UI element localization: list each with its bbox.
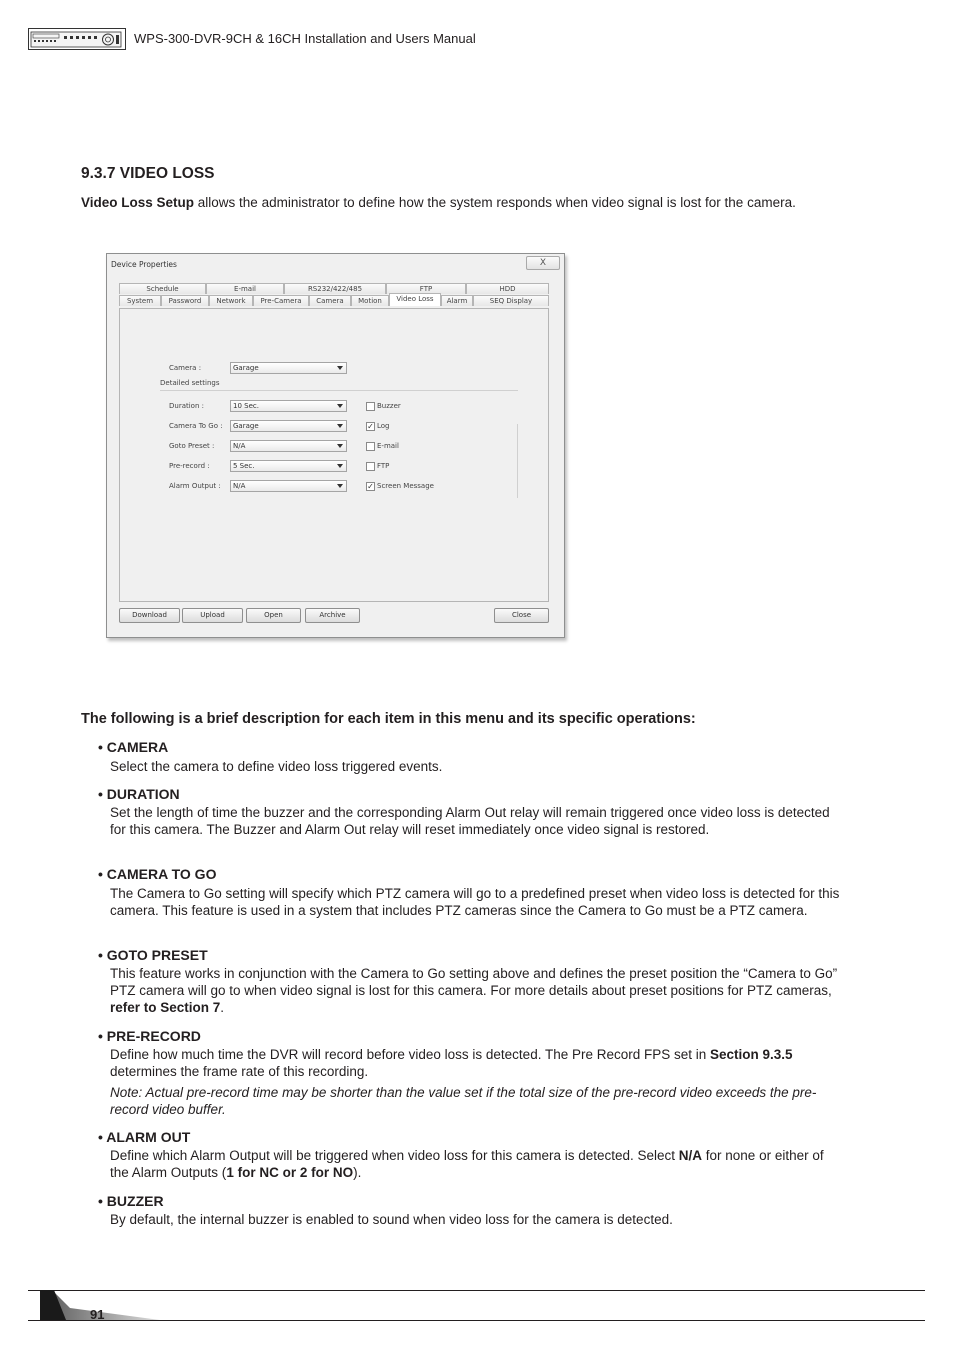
detailed-settings-label: Detailed settings	[160, 379, 220, 387]
close-button[interactable]: Close	[494, 608, 549, 623]
duration-select[interactable]	[230, 400, 347, 412]
duration-item-title: • DURATION	[98, 786, 180, 802]
download-button[interactable]: Download	[119, 608, 180, 623]
close-icon[interactable]: X	[526, 256, 560, 270]
device-properties-dialog	[106, 253, 565, 638]
email-checkbox-label: E-mail	[377, 442, 399, 450]
footer-top-rule	[28, 1290, 925, 1291]
alarm-out-item-title: • ALARM OUT	[98, 1129, 191, 1145]
tab-motion[interactable]: Motion	[351, 295, 389, 306]
alarm-out-item-text	[110, 1147, 845, 1181]
tab-seq-display[interactable]: SEQ Display	[473, 295, 549, 306]
tab-email[interactable]: E-mail	[206, 283, 284, 294]
chevron-down-icon	[337, 444, 343, 448]
log-checkbox[interactable]: ✓	[367, 422, 374, 431]
section-title: 9.3.7 VIDEO LOSS	[81, 165, 215, 182]
pre-record-note	[110, 1084, 845, 1118]
chevron-down-icon	[337, 424, 343, 428]
tab-camera[interactable]: Camera	[309, 295, 351, 306]
goto-preset-label: Goto Preset :	[169, 442, 215, 450]
tab-hdd[interactable]: HDD	[466, 283, 549, 294]
camera-item-title: • CAMERA	[98, 739, 169, 755]
tab-password[interactable]: Password	[161, 295, 209, 306]
camera-to-go-select-value: Garage	[233, 422, 259, 430]
tab-rs232[interactable]: RS232/422/485	[284, 283, 386, 294]
pre-record-section-ref: Section 9.3.5	[710, 1047, 793, 1062]
camera-to-go-item-text: The Camera to Go setting will specify which PTZ camera will go to a predefined preset when video loss is detected for this camera. This feature is used in a system that includes PTZ cameras since the Camera to Go must be a PTZ camera.	[110, 886, 840, 918]
alarm-output-select-value: N/A	[233, 482, 246, 490]
section-intro	[81, 194, 801, 211]
log-checkbox-label: Log	[377, 422, 390, 430]
buzzer-item-title: • BUZZER	[98, 1193, 164, 1209]
tab-schedule[interactable]: Schedule	[119, 283, 206, 294]
camera-select[interactable]	[230, 362, 347, 374]
goto-preset-end: .	[220, 1000, 225, 1015]
tab-alarm[interactable]: Alarm	[441, 295, 473, 306]
goto-preset-item-title: • GOTO PRESET	[98, 947, 208, 963]
page-number: 91	[90, 1307, 105, 1322]
group-right-edge	[517, 424, 518, 498]
pre-record-item-title: • PRE-RECORD	[98, 1028, 201, 1044]
duration-item-text: Set the length of time the buzzer and the corresponding Alarm Out relay will remain triggered once video loss is detected for this camera. The Buzzer and Alarm Out relay will reset immediately once video signal is restored.	[110, 805, 830, 837]
archive-button[interactable]: Archive	[305, 608, 360, 623]
pre-record-label: Pre-record :	[169, 462, 210, 470]
chevron-down-icon	[337, 484, 343, 488]
description-heading: The following is a brief description for each item in this menu and its specific operations:	[81, 711, 696, 727]
chevron-down-icon	[337, 404, 343, 408]
group-divider	[160, 390, 518, 391]
manual-title: WPS-300-DVR-9CH & 16CH Installation and Users Manual	[134, 31, 476, 46]
alarm-output-label: Alarm Output :	[169, 482, 221, 490]
camera-label: Camera :	[169, 364, 202, 372]
video-loss-panel	[119, 308, 549, 602]
pre-record-select[interactable]	[230, 460, 347, 472]
goto-preset-select[interactable]	[230, 440, 347, 452]
buzzer-item-text: By default, the internal buzzer is enabled to sound when video loss for the camera is detected.	[110, 1212, 673, 1227]
tab-ftp[interactable]: FTP	[386, 283, 466, 294]
camera-to-go-item-title: • CAMERA TO GO	[98, 866, 217, 882]
camera-item-text: Select the camera to define video loss triggered events.	[110, 759, 443, 774]
tab-row-top	[119, 283, 549, 295]
pre-record-note-text: Note: Actual pre-record time may be shorter than the value set if the total size of the pre-record video exceeds the pre-record video buffer.	[110, 1085, 817, 1117]
email-checkbox[interactable]	[366, 442, 375, 451]
dialog-title: Device Properties	[111, 260, 177, 269]
tab-pre-camera[interactable]: Pre-Camera	[253, 295, 309, 306]
duration-label: Duration :	[169, 402, 204, 410]
screen-message-checkbox-label: Screen Message	[377, 482, 434, 490]
duration-select-value: 10 Sec.	[233, 402, 259, 410]
ftp-checkbox-label: FTP	[377, 462, 390, 470]
alarm-out-text2: for none or either of the Alarm Outputs (	[110, 1148, 824, 1180]
alarm-output-select[interactable]	[230, 480, 347, 492]
ftp-checkbox[interactable]	[366, 462, 375, 471]
buzzer-checkbox[interactable]	[366, 402, 375, 411]
goto-preset-item-text	[110, 965, 845, 1016]
alarm-out-options: 1 for NC or 2 for NO	[226, 1165, 354, 1180]
buzzer-checkbox-label: Buzzer	[377, 402, 401, 410]
camera-to-go-select[interactable]	[230, 420, 347, 432]
pre-record-text1: Define how much time the DVR will record before video loss is detected. The Pre Record FPS set in	[110, 1047, 711, 1062]
goto-preset-text: This feature works in conjunction with the Camera to Go setting above and defines the preset position the “Camera to Go” PTZ camera will go to when video signal is lost for this camera. For more details about preset positions for PTZ cameras,	[110, 966, 838, 998]
tab-network[interactable]: Network	[209, 295, 253, 306]
alarm-out-text3: ).	[353, 1165, 362, 1180]
open-button[interactable]: Open	[246, 608, 301, 623]
camera-select-value: Garage	[233, 364, 259, 372]
alarm-out-text1: Define which Alarm Output will be triggered when video loss for this camera is detected. Select	[110, 1148, 679, 1163]
goto-preset-section-ref: refer to Section 7	[110, 1000, 221, 1015]
intro-text: allows the administrator to define how the system responds when video signal is lost for the camera.	[194, 195, 796, 210]
pre-record-text2: determines the frame rate of this recording.	[110, 1064, 369, 1079]
tab-system[interactable]: System	[119, 295, 161, 306]
goto-preset-select-value: N/A	[233, 442, 246, 450]
screen-message-checkbox[interactable]: ✓	[367, 482, 374, 491]
chevron-down-icon	[337, 464, 343, 468]
tab-video-loss[interactable]: Video Loss	[389, 293, 441, 306]
pre-record-item-text	[110, 1046, 845, 1080]
upload-button[interactable]: Upload	[182, 608, 243, 623]
pre-record-select-value: 5 Sec.	[233, 462, 255, 470]
camera-to-go-label: Camera To Go :	[169, 422, 223, 430]
chevron-down-icon	[337, 366, 343, 370]
tab-row-bottom	[119, 295, 549, 307]
alarm-out-na: N/A	[678, 1148, 703, 1163]
dvr-device-logo-icon	[28, 28, 126, 50]
intro-bold-term: Video Loss Setup	[81, 195, 195, 210]
footer-bottom-rule	[28, 1320, 925, 1321]
